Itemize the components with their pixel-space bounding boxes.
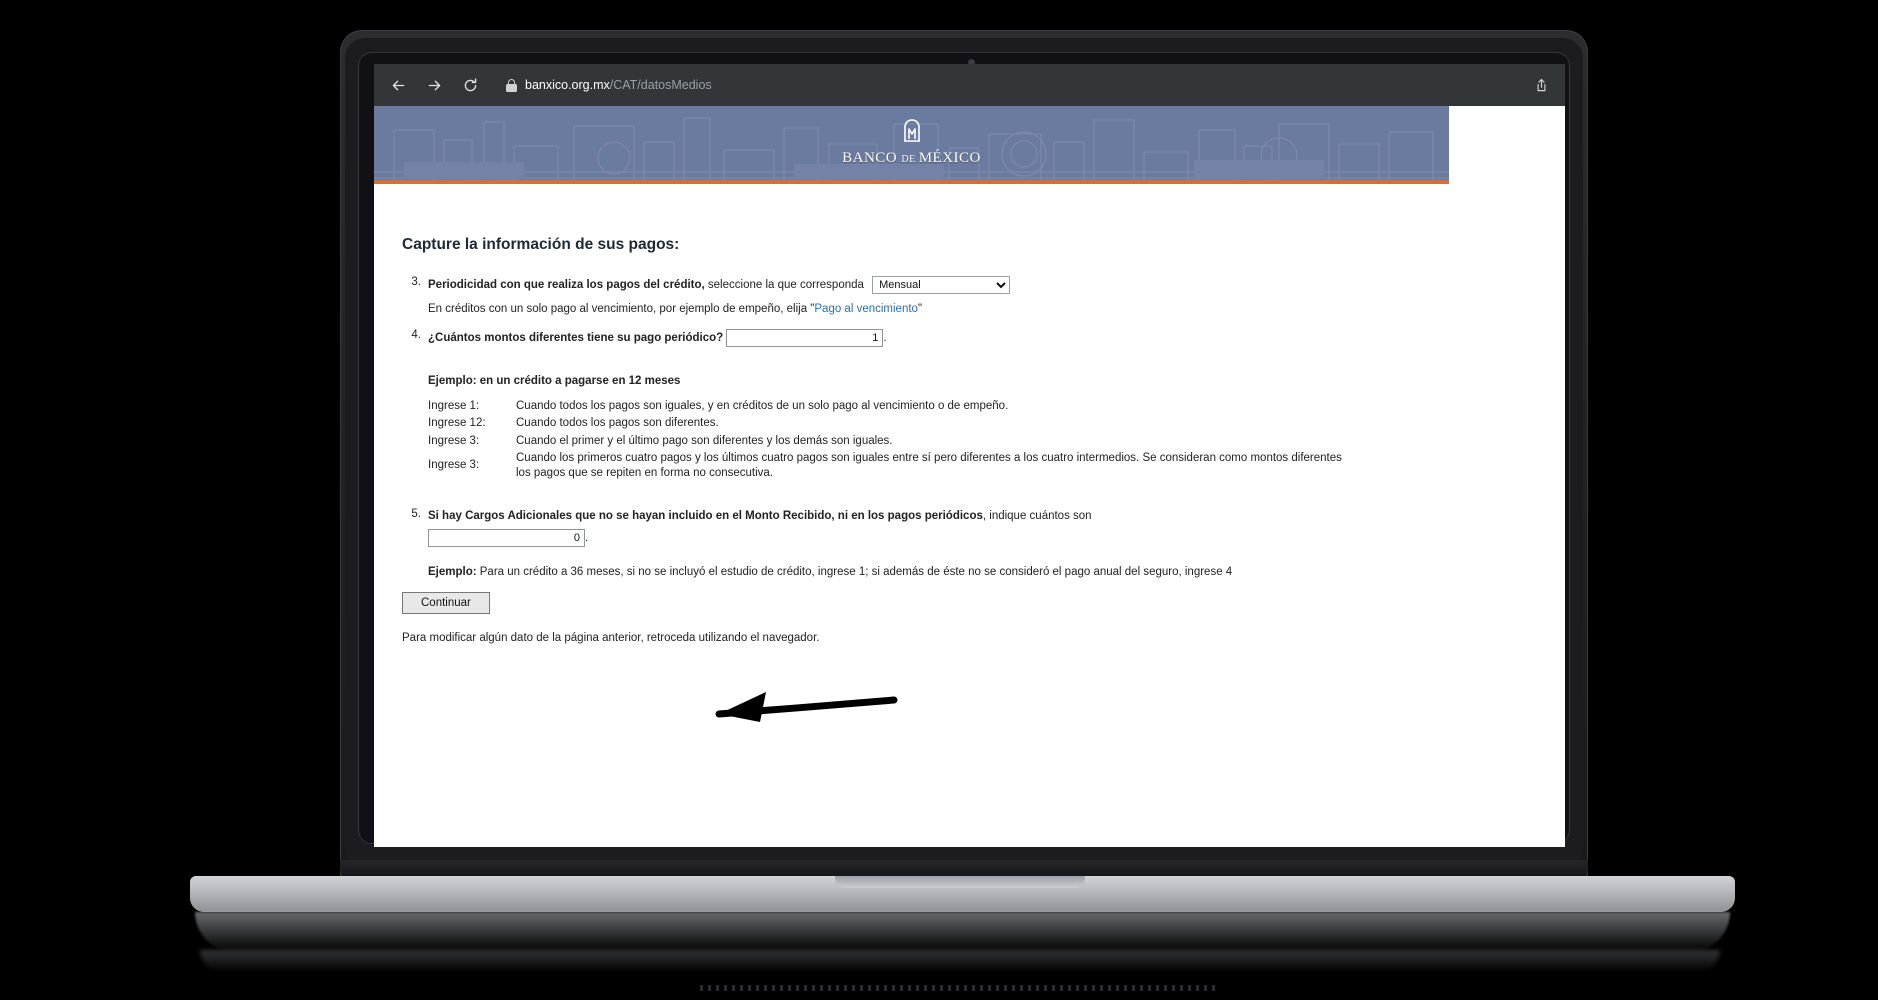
question-5-example-text: Para un crédito a 36 meses, si no se incluyó el estudio de crédito, ingrese 1; si además de éste no se consideró el pago anual del seguro, ingrese 4 bbox=[476, 565, 1233, 578]
pago-al-vencimiento-link[interactable]: Pago al vencimiento bbox=[814, 303, 918, 315]
question-5-example-strong: Ejemplo: bbox=[428, 565, 477, 578]
question-3-strong: Periodicidad con que realiza los pagos del crédito, bbox=[428, 279, 705, 292]
page-viewport bbox=[374, 106, 1565, 847]
question-5-text bbox=[428, 508, 1366, 524]
footer-note: Para modificar algún dato de la página anterior, retroceda utilizando el navegador. bbox=[402, 631, 820, 644]
question-3-note bbox=[428, 303, 1565, 315]
banner-word-de: DE bbox=[901, 154, 919, 165]
question-4 bbox=[402, 329, 1565, 347]
question-5-rest: , indique cuántos son bbox=[982, 509, 1092, 522]
note-post: " bbox=[917, 303, 923, 315]
laptop-base-notch bbox=[835, 876, 1085, 888]
example-row-0-text: Cuando todos los pagos son iguales, y en créditos de un solo pago al vencimiento o de empeño. bbox=[516, 399, 1009, 412]
question-5 bbox=[402, 508, 1565, 524]
laptop-base-shadow bbox=[195, 912, 1730, 952]
lock-icon bbox=[506, 79, 517, 92]
example-row-3-label: Ingrese 3: bbox=[428, 459, 480, 472]
banxico-seal-icon bbox=[895, 114, 929, 148]
share-icon[interactable] bbox=[1531, 75, 1551, 95]
browser-window bbox=[374, 64, 1565, 847]
table-row bbox=[428, 432, 1348, 450]
example-row-3-text: Cuando los primeros cuatro pagos y los últimos cuatro pagos son iguales entre sí pero diferentes a los cuatro intermedios. Se consideran como montos diferentes los pagos que se repiten en forma no consecutiva. bbox=[516, 452, 1342, 479]
cargos-adicionales-input[interactable] bbox=[428, 529, 585, 547]
question-5-example bbox=[428, 565, 1366, 580]
laptop-base-vent bbox=[700, 985, 1220, 991]
example-table bbox=[428, 397, 1348, 482]
question-5-number: 5. bbox=[411, 507, 421, 520]
montos-diferentes-input[interactable] bbox=[726, 329, 883, 347]
example-row-0-label: Ingrese 1: bbox=[428, 399, 480, 412]
banner-title bbox=[842, 150, 981, 167]
question-4-strong: ¿Cuántos montos diferentes tiene su pago periódico? bbox=[428, 332, 724, 345]
question-5-input-row bbox=[428, 529, 1565, 547]
periodicity-select[interactable] bbox=[872, 276, 1010, 294]
question-5-strong: Si hay Cargos Adicionales que no se hayan incluido en el Monto Recibido, ni en los pagos periódicos bbox=[428, 509, 983, 522]
back-arrow-icon[interactable] bbox=[388, 75, 408, 95]
page-title: Capture la información de sus pagos: bbox=[402, 236, 680, 253]
continuar-button[interactable]: Continuar bbox=[402, 592, 490, 614]
question-5-period: . bbox=[585, 531, 589, 544]
question-3-text bbox=[428, 276, 1010, 294]
question-3 bbox=[402, 276, 1565, 294]
question-4-text bbox=[428, 329, 887, 347]
example-heading: Ejemplo: en un crédito a pagarse en 12 meses bbox=[428, 375, 681, 387]
banner-word-banco: BANCO bbox=[842, 150, 902, 166]
url-path: /CAT/datosMedios bbox=[609, 78, 712, 92]
banner-accent-rule bbox=[374, 180, 1449, 184]
note-pre: En créditos con un solo pago al vencimiento, por ejemplo de empeño, elija " bbox=[428, 303, 815, 315]
question-4-number: 4. bbox=[411, 329, 421, 341]
table-row bbox=[428, 397, 1348, 415]
banner-word-mexico: MÉXICO bbox=[918, 150, 981, 166]
browser-toolbar bbox=[374, 64, 1565, 106]
banner-brand bbox=[374, 114, 1449, 167]
example-row-1-label: Ingrese 12: bbox=[428, 417, 486, 429]
example-row-2-label: Ingrese 3: bbox=[428, 434, 480, 447]
table-row bbox=[428, 415, 1348, 433]
example-row-1-text: Cuando todos los pagos son diferentes. bbox=[516, 417, 719, 429]
url-domain: banxico.org.mx bbox=[525, 78, 610, 92]
site-banner bbox=[374, 106, 1449, 184]
laptop-base-reflection bbox=[200, 950, 1720, 972]
forward-arrow-icon[interactable] bbox=[424, 75, 444, 95]
question-4-period: . bbox=[883, 332, 887, 345]
address-bar[interactable] bbox=[496, 72, 1515, 98]
example-row-2-text: Cuando el primer y el último pago son diferentes y los demás son iguales. bbox=[516, 434, 893, 447]
question-3-rest: seleccione la que corresponda bbox=[704, 279, 864, 292]
reload-icon[interactable] bbox=[460, 75, 480, 95]
page-content bbox=[374, 184, 1565, 644]
question-3-number: 3. bbox=[411, 276, 421, 288]
table-row bbox=[428, 450, 1348, 482]
